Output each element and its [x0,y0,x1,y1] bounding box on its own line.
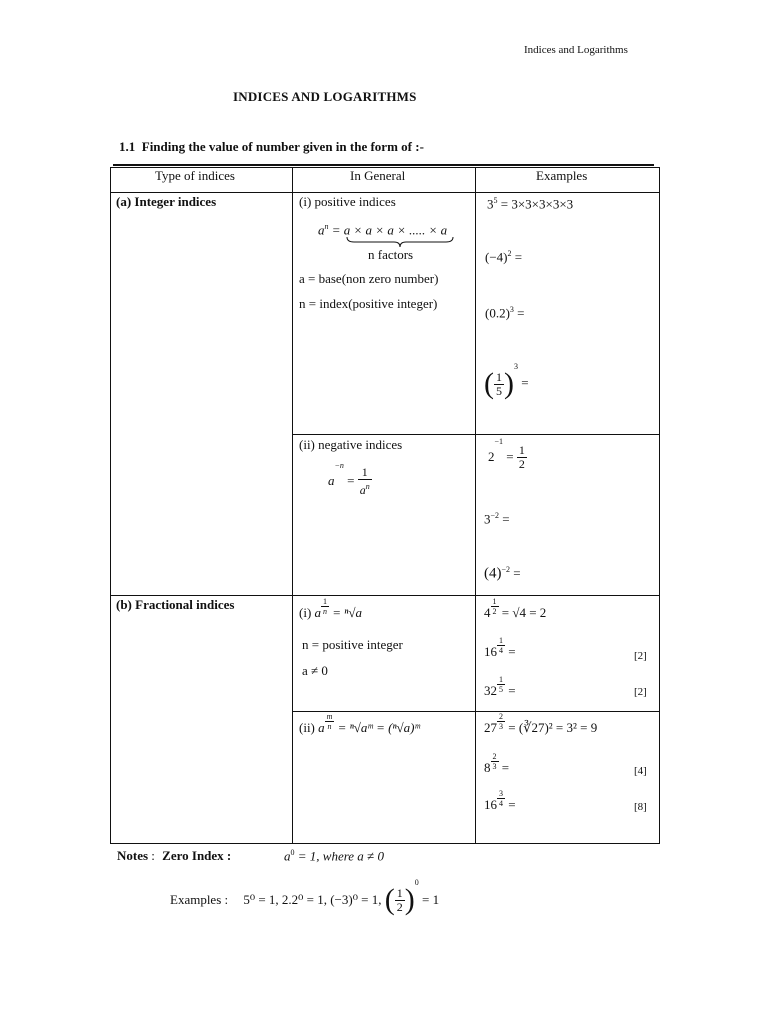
formula-exponent: n [324,222,329,231]
ex-base: (−4) [485,249,508,265]
example-negative-2 [484,511,510,527]
ex-rhs: = [513,565,521,581]
left-paren: ( [484,367,494,401]
fraction-exp: 0 [414,878,419,887]
fraction-exponent [321,597,329,616]
fraction [358,466,372,497]
fraction-denominator: 2 [396,899,403,914]
fraction [395,887,405,914]
fraction [517,444,527,471]
exp-denominator: 3 [492,762,497,771]
ex-base: 2 [488,449,495,465]
ex-rhs: = [514,249,523,265]
brace-label: n factors [368,247,414,262]
fraction-numerator: 1 [518,442,525,457]
fractional-formula-1 [299,597,362,621]
notes-line [117,848,231,864]
col-header-examples: Examples [536,168,588,183]
index-definition: n = index(positive integer) [299,296,438,311]
fraction-exponent [497,789,505,808]
exp-numerator: 1 [323,597,328,606]
exp-denominator: 2 [492,607,497,616]
fraction-exponent [497,675,505,694]
ex-exp: −2 [490,511,500,520]
fractional-indices-label: (b) Fractional indices [116,597,235,612]
example-fractional-1 [484,597,546,621]
left-paren: ( [384,883,395,917]
row-divider-fractional [110,595,660,596]
table-top-rule [113,164,654,166]
exp-numerator: 1 [492,597,497,606]
fraction [494,371,504,398]
table-bottom-border [110,843,660,844]
exp-denominator: 4 [499,646,503,655]
ex-rhs: = [508,797,516,812]
ex-base: 16 [484,797,497,812]
right-paren: ) [504,367,514,401]
ex-rhs: = 3×3×3×3×3 [500,196,574,212]
row-divider-negative [292,434,660,435]
ex-base: 16 [484,644,497,659]
rule-exp: 0 [290,848,295,857]
ex-exp: −1 [494,437,504,446]
ex-rhs: = √4 = 2 [501,605,547,620]
ex-base: 27 [484,720,497,735]
exp-denominator: 4 [499,799,503,808]
formula-exponent: −n [334,461,344,470]
fraction-denominator [358,480,372,497]
ex-rhs: = [521,375,529,390]
ex-exp: 5 [493,196,498,205]
ex-rhs: = [502,511,510,527]
formula-equals: = [347,473,355,489]
notes-colon: : [151,848,155,863]
exp-numerator: 3 [499,789,503,798]
examples-list: 5⁰ = 1, 2.2⁰ = 1, (−3)⁰ = 1, [243,892,382,908]
exp-numerator: 2 [499,712,503,721]
rule-rhs: = 1, where a ≠ 0 [297,848,384,864]
fraction-denominator: 2 [518,456,525,471]
page-title: INDICES AND LOGARITHMS [233,89,417,104]
example-negative-1 [488,437,527,471]
exp-numerator: 1 [499,636,503,645]
mark-8: [8] [634,801,647,813]
ex-rhs: = [501,760,510,775]
fraction-exponent [497,712,505,731]
example-fractional-6 [484,789,516,813]
integer-indices-label: (a) Integer indices [116,194,217,209]
example-positive-3 [485,305,525,321]
den-base: a [359,482,366,497]
example-fractional-4 [484,712,597,736]
table-right-border [659,167,660,844]
fraction-numerator: 1 [496,369,502,384]
exp-denominator: n [327,722,332,731]
example-fractional-2 [484,636,516,660]
exp-denominator: n [323,607,328,616]
formula-rhs: = ⁿ√aᵐ = (ⁿ√a)ᵐ [337,720,420,735]
exp-denominator: 5 [499,685,503,694]
mark-2b: [2] [634,686,647,698]
fraction-exponent [497,636,505,655]
table-header-border [110,192,660,193]
ex-exp: 3 [509,305,514,314]
ex-base: 3 [484,511,491,527]
ex-exp: 2 [507,249,512,258]
fraction-numerator: 1 [358,466,372,480]
notes-label: Notes [117,848,149,863]
col-header-general: In General [350,168,406,183]
example-fractional-3 [484,675,516,699]
exp-numerator: 2 [492,752,497,761]
examples-label: Examples : [170,892,229,908]
fraction-rhs: = 1 [422,892,440,908]
ex-base: 3 [487,196,494,212]
zero-index-examples [170,878,439,917]
fraction-exponent [491,752,499,771]
ex-exp: −2 [501,565,511,574]
example-positive-1 [487,196,573,212]
example-positive-4 [484,362,529,401]
ex-rhs: = [517,305,525,321]
fraction-denominator: 5 [496,383,502,398]
formula-rhs: = ⁿ√a [332,605,363,620]
exp-denominator: 3 [499,722,503,731]
fraction-numerator: 1 [396,885,403,900]
ex-base: 32 [484,683,497,698]
ex-equals: = [506,449,514,465]
ex-exp: 3 [514,362,518,371]
section-title: Finding the value of number given in the form of :- [141,139,424,154]
fractional-formula-2 [299,712,420,736]
formula-base: a [328,473,335,489]
zero-index-rule [284,848,384,864]
example-negative-3 [484,565,521,582]
ex-base: 8 [484,760,491,775]
exp-numerator: m [326,712,333,721]
formula-product: = a × a × a × ..... × a [331,222,448,238]
base-definition: a = base(non zero number) [299,271,439,286]
zero-index-label: Zero Index : [162,848,232,863]
ex-base: 4 [484,605,491,620]
positive-indices-label: (i) positive indices [299,194,396,209]
formula-base: a [314,605,322,620]
ex-rhs: = [508,683,516,698]
right-paren: ) [404,883,415,917]
formula-base: a [318,222,325,238]
example-positive-2 [485,249,522,265]
col-divider-2 [475,167,476,844]
ex-rhs: = (∛27)² = 3² = 9 [508,720,598,735]
condition-positive-integer: n = positive integer [302,637,403,652]
mark-2a: [2] [634,650,647,662]
den-exp: n [365,481,370,491]
ex-rhs: = [508,644,516,659]
ex-base: (4) [484,565,502,582]
formula-label: (ii) [299,720,315,735]
mark-4: [4] [634,765,647,777]
negative-formula [328,461,372,497]
condition-nonzero: a ≠ 0 [302,663,328,678]
fraction-exponent [491,597,499,616]
ex-base: (0.2) [485,305,510,321]
fraction-exponent [325,712,335,731]
negative-indices-label: (ii) negative indices [299,437,403,452]
col-divider-1 [292,167,293,844]
formula-base: a [318,720,325,735]
exp-numerator: 1 [499,675,503,684]
table-left-border [110,167,111,844]
section-heading [119,139,424,155]
section-number: 1.1 [119,139,136,154]
rule-base: a [284,848,291,864]
running-header: Indices and Logarithms [524,44,628,56]
formula-label: (i) [299,605,312,620]
col-header-type: Type of indices [155,168,235,183]
example-fractional-5 [484,752,509,776]
